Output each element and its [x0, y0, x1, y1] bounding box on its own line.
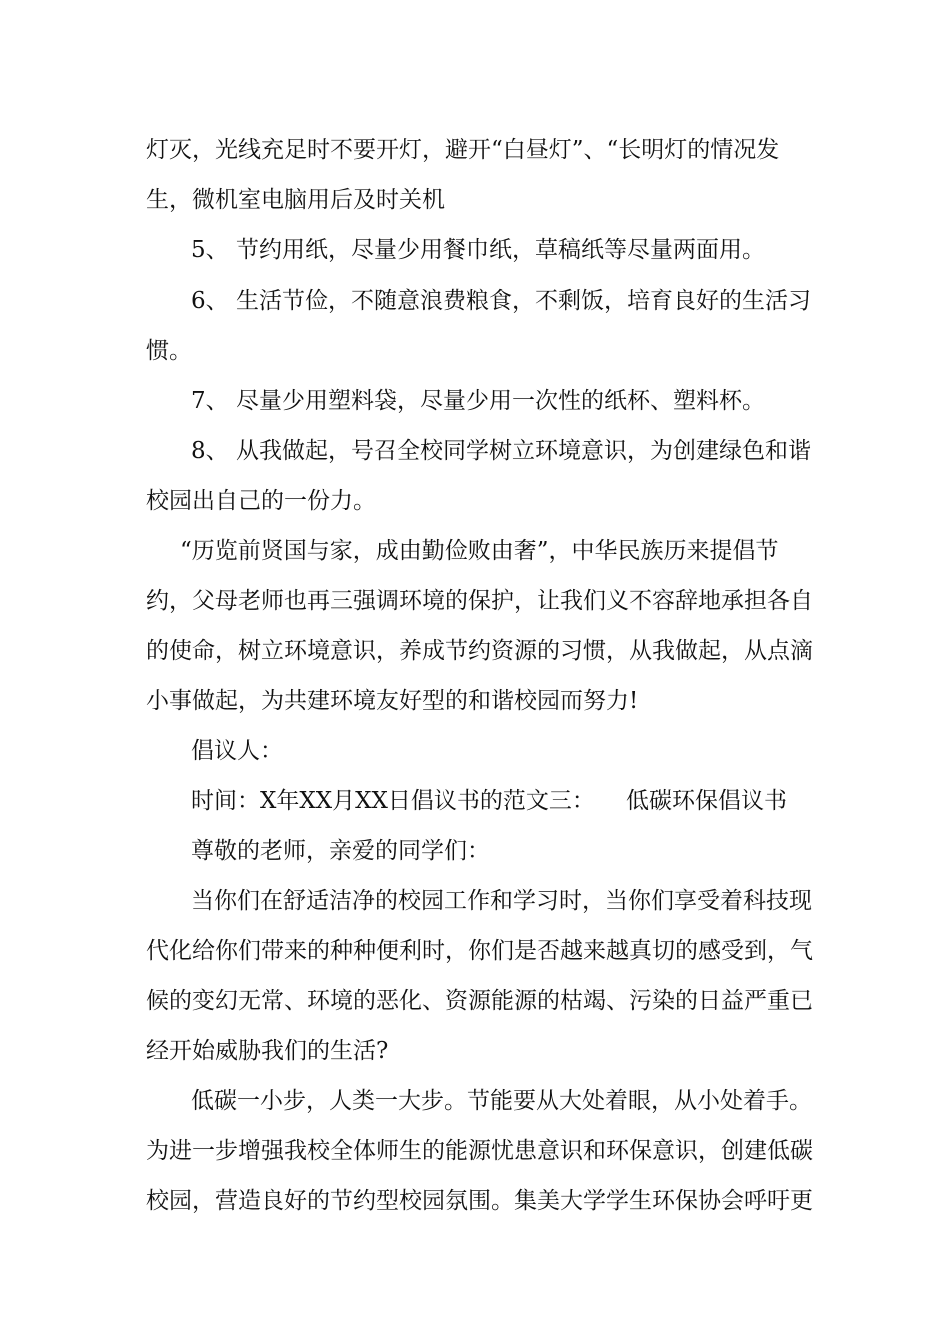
text-line: 8、 从我做起，号召全校同学树立环境意识，为创建绿色和谐 — [191, 438, 811, 464]
text-line: 候的变幻无常、环境的恶化、资源能源的枯竭、污染的日益严重已 — [146, 988, 813, 1014]
text-line: 5、 节约用纸，尽量少用餐巾纸，草稿纸等尽量两面用。 — [191, 237, 765, 263]
text-line: 校园出自己的一份力。 — [146, 488, 376, 514]
text-line: 代化给你们带来的种种便利时，你们是否越来越真切的感受到，气 — [146, 938, 813, 964]
text-line: 灯灭，光线充足时不要开灯，避开“白昼灯”、“长明灯的情况发 — [146, 137, 780, 163]
text-line: 为进一步增强我校全体师生的能源忧患意识和环保意识，创建低碳 — [146, 1138, 813, 1164]
text-line: 约，父母老师也再三强调环境的保护，让我们义不容辞地承担各自 — [146, 588, 813, 614]
text-line: 低碳环保倡议书 — [626, 788, 787, 814]
text-line: 惯。 — [146, 338, 192, 364]
text-line: 倡议人： — [191, 738, 283, 764]
text-line: 6、 生活节俭，不随意浪费粮食，不剩饭，培育良好的生活习 — [191, 288, 811, 314]
text-line: 时间：X年XX月XX日倡议书的范文三： — [191, 788, 595, 814]
text-line: 尊敬的老师，亲爱的同学们： — [191, 838, 490, 864]
text-line: 小事做起，为共建环境友好型的和谐校园而努力! — [146, 688, 639, 714]
text-line: 当你们在舒适洁净的校园工作和学习时，当你们享受着科技现 — [191, 888, 812, 914]
text-line: 低碳一小步，人类一大步。节能要从大处着眼，从小处着手。 — [191, 1088, 812, 1114]
text-line: 7、 尽量少用塑料袋，尽量少用一次性的纸杯、塑料杯。 — [191, 388, 765, 414]
text-line: 校园，营造良好的节约型校园氛围。集美大学学生环保协会呼吁更 — [146, 1188, 813, 1214]
text-line: 的使命，树立环境意识，养成节约资源的习惯，从我做起，从点滴 — [146, 638, 813, 664]
text-line: 经开始威胁我们的生活? — [146, 1038, 389, 1064]
text-line: “历览前贤国与家，成由勤俭败由奢”，中华民族历来提倡节 — [180, 538, 779, 564]
text-line: 生，微机室电脑用后及时关机 — [146, 187, 445, 213]
